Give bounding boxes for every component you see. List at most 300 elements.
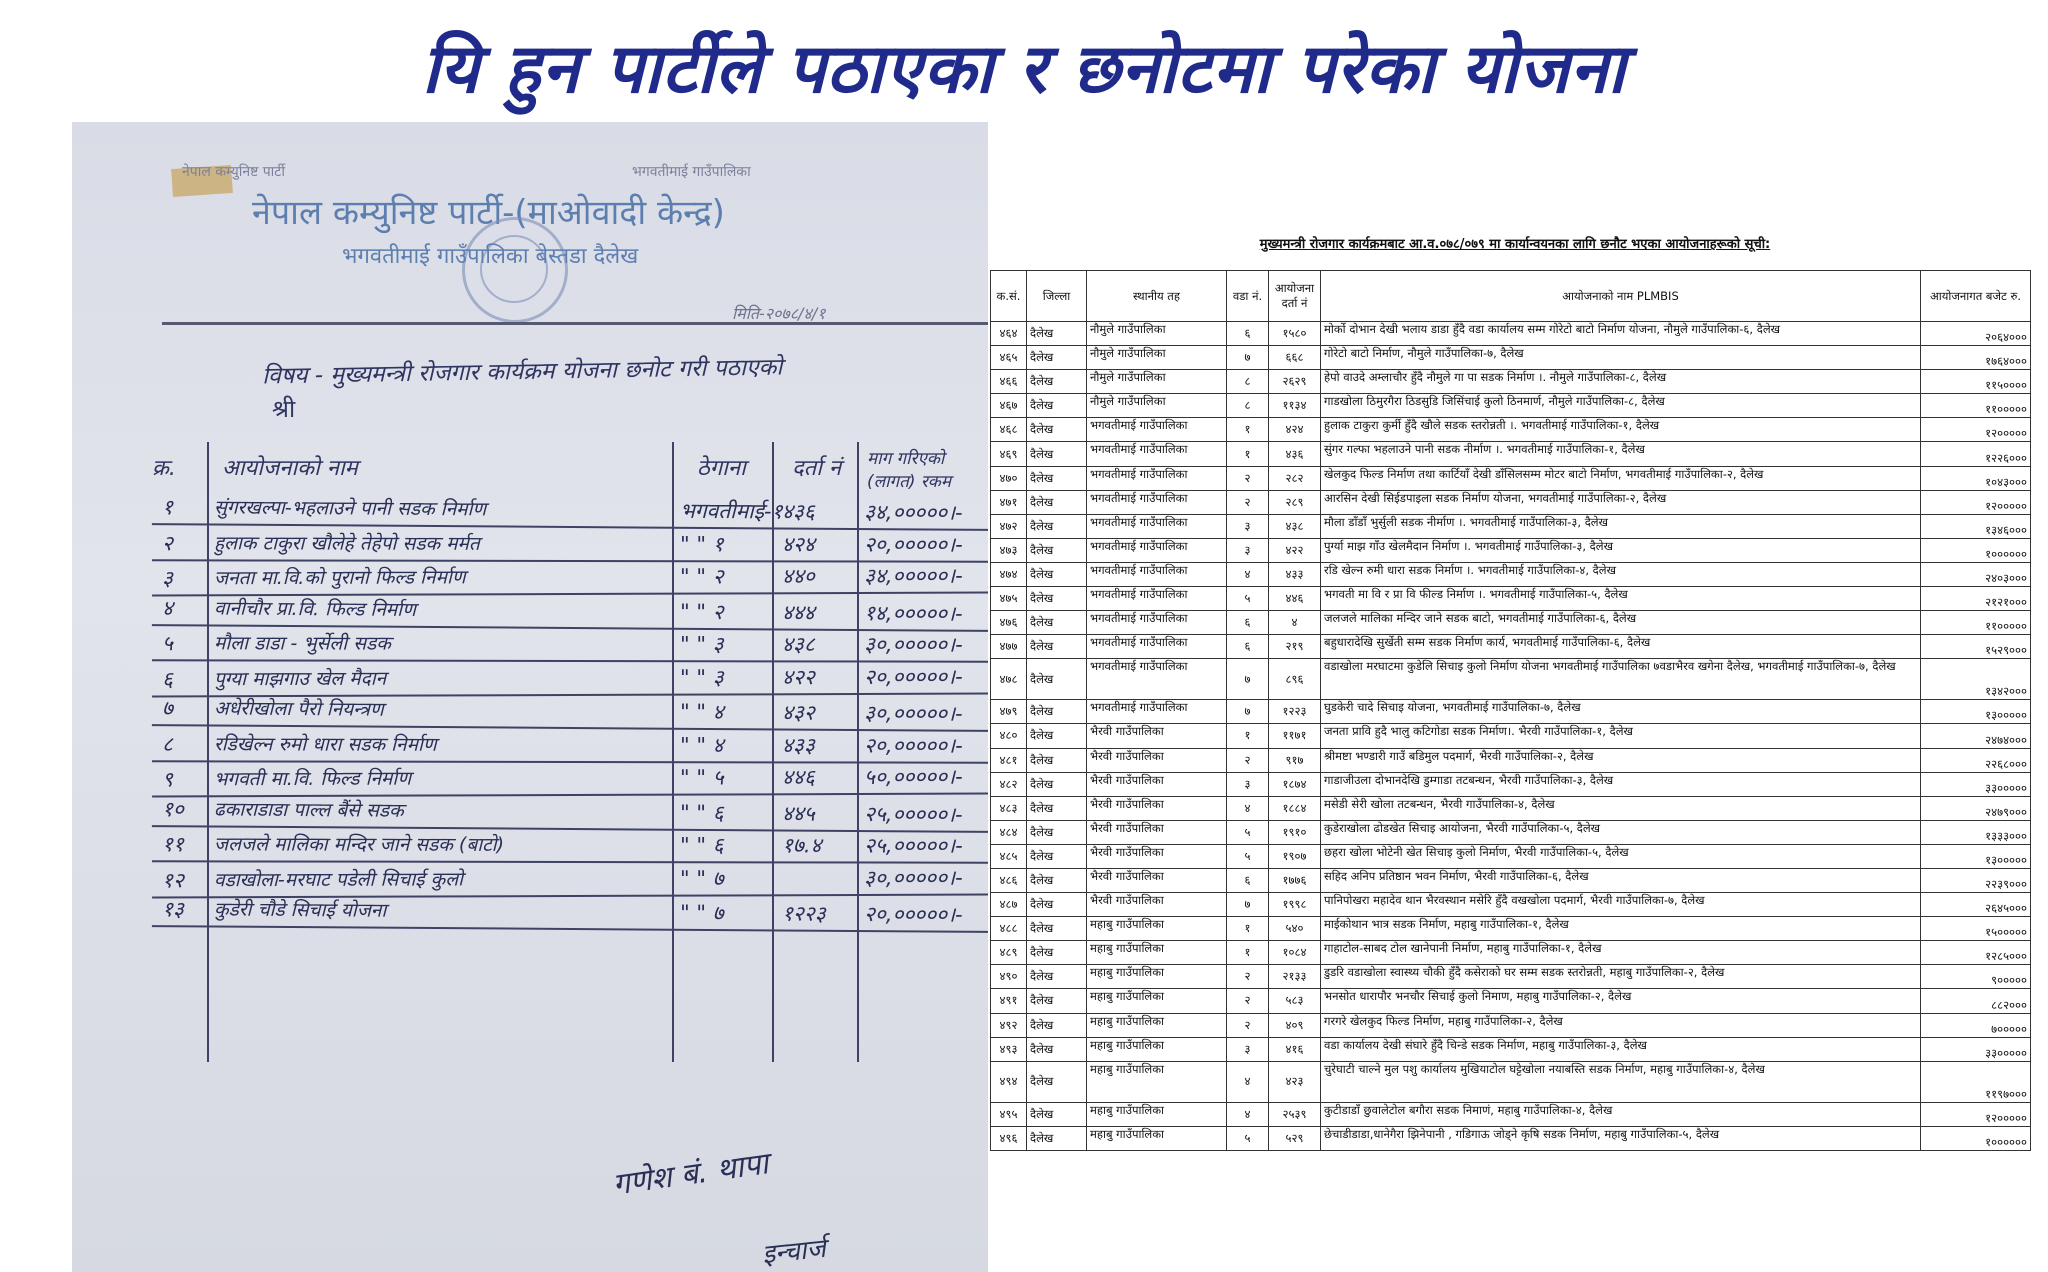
table-row — [991, 514, 2031, 538]
hw-cell-reg: ४३६ — [781, 499, 815, 524]
cell-name: वडाखोला मरघाटमा कुडेलि सिचाइ कुलो निर्माण योजना भगवतीमाई गाउँपालिका ७वडाभैरव खगेना दैलेख, भगवतीमाई गाउँपालिका-७, दैलेख — [1321, 659, 1921, 700]
cell-sn: ४६६ — [991, 370, 1027, 394]
cell-ward: ६ — [1227, 322, 1269, 346]
cell-name: घुडकेरी चादे सिचाइ योजना, भगवतीमाई गाउँपालिका-७, दैलेख — [1321, 700, 1921, 724]
th-budget: आयोजनागत बजेट रु. — [1921, 271, 2031, 322]
cell-name: गरगरे खेलकुद फिल्ड निर्माण, महाबु गाउँपालिका-२, दैलेख — [1321, 1013, 1921, 1037]
cell-sn: ४६४ — [991, 322, 1027, 346]
cell-local: महाबु गाउँपालिका — [1087, 1061, 1227, 1102]
cell-budget: २४७९००० — [1921, 796, 2031, 820]
hw-table-row — [152, 761, 988, 798]
cell-local: महाबु गाउँपालिका — [1087, 965, 1227, 989]
th-district: जिल्ला — [1027, 271, 1087, 322]
cell-name: कुटीडाडाँ छुवालेटोल बगौरा सडक निमाणं, महाबु गाउँपालिका-४, दैलेख — [1321, 1102, 1921, 1126]
cell-reg: ४१६ — [1269, 1037, 1321, 1061]
cell-reg: २८२ — [1269, 466, 1321, 490]
hw-cell-sn: ४ — [161, 595, 174, 620]
table-row — [991, 941, 2031, 965]
table-row — [991, 538, 2031, 562]
cell-name: गाडखोला ठिमुरगैरा ठिडसुडि जिसिंचाई कुलो ठिनमार्ण, नौमुले गाउँपालिका-८, दैलेख — [1321, 394, 1921, 418]
cell-local: भैरवी गाउँपालिका — [1087, 868, 1227, 892]
cell-reg: ४४६ — [1269, 587, 1321, 611]
cell-district: दैलेख — [1027, 514, 1087, 538]
cell-reg: ८९६ — [1269, 659, 1321, 700]
hw-table-row — [152, 560, 988, 597]
cell-budget: १३००००० — [1921, 844, 2031, 868]
table-row — [991, 635, 2031, 659]
cell-sn: ४७२ — [991, 514, 1027, 538]
hw-cell-location: " " ६ — [679, 833, 724, 858]
cell-local: भैरवी गाउँपालिका — [1087, 844, 1227, 868]
hw-table-row — [152, 692, 988, 732]
cell-local: नौमुले गाउँपालिका — [1087, 346, 1227, 370]
cell-reg: २८९ — [1269, 490, 1321, 514]
cell-reg: ४३८ — [1269, 514, 1321, 538]
hw-header-sn: क्र. — [152, 456, 176, 481]
doc-title: मुख्यमन्त्री रोजगार कार्यक्रमबाट आ.व.०७८/०७९ मा कार्यान्वयनका लागि छनौट भएका आयोजनाहरूको सूची: — [1259, 237, 1771, 252]
handwritten-table — [152, 442, 988, 1142]
cell-budget: २४०३००० — [1921, 562, 2031, 586]
cell-budget: ११९७००० — [1921, 1061, 2031, 1102]
cell-ward: ५ — [1227, 844, 1269, 868]
letterhead-party-name: नेपाल कम्युनिष्ट पार्टी-(माओवादी केन्द्र) — [252, 193, 725, 233]
hw-cell-name: कुडेरी चौडे सिचाई योजना — [213, 898, 387, 922]
cell-local: भगवतीमाई गाउँपालिका — [1087, 418, 1227, 442]
cell-district: दैलेख — [1027, 917, 1087, 941]
cell-sn: ४७९ — [991, 700, 1027, 724]
cell-reg: १२२३ — [1269, 700, 1321, 724]
hw-cell-reg: ४४४ — [781, 599, 815, 625]
hw-table-row — [152, 660, 988, 697]
hw-cell-sn: १ — [161, 495, 174, 520]
hw-cell-amount: ३४,०००००।- — [863, 500, 963, 525]
cell-district: दैलेख — [1027, 844, 1087, 868]
cell-district: दैलेख — [1027, 868, 1087, 892]
cell-ward: २ — [1227, 965, 1269, 989]
cell-local: नौमुले गाउँपालिका — [1087, 370, 1227, 394]
cell-reg: ४२२ — [1269, 538, 1321, 562]
cell-district: दैलेख — [1027, 941, 1087, 965]
cell-sn: ४९३ — [991, 1037, 1027, 1061]
cell-reg: ४०९ — [1269, 1013, 1321, 1037]
table-row — [991, 346, 2031, 370]
table-row — [991, 844, 2031, 868]
hw-cell-location: " " ६ — [679, 800, 724, 825]
cell-district: दैलेख — [1027, 611, 1087, 635]
table-row — [991, 322, 2031, 346]
cell-budget: १७६४००० — [1921, 346, 2031, 370]
cell-reg: ४३३ — [1269, 562, 1321, 586]
cell-sn: ४६९ — [991, 442, 1027, 466]
cell-local: महाबु गाउँपालिका — [1087, 917, 1227, 941]
letter-date: मिति-२०७८/४/१ — [732, 304, 826, 323]
table-row — [991, 370, 2031, 394]
cell-sn: ४८८ — [991, 917, 1027, 941]
table-row — [991, 989, 2031, 1013]
cell-budget: ९००००० — [1921, 965, 2031, 989]
hw-cell-sn: ५ — [161, 631, 173, 656]
table-row — [991, 868, 2031, 892]
table-row — [991, 772, 2031, 796]
cell-ward: ४ — [1227, 1102, 1269, 1126]
cell-sn: ४७६ — [991, 611, 1027, 635]
signature: गणेश बं. थापा — [610, 1146, 771, 1203]
cell-local: महाबु गाउँपालिका — [1087, 1102, 1227, 1126]
cell-name: डुडरि वडाखोला स्वास्थ्य चौकी हुँदै कसेराको घर सम्म सडक स्तरोन्नती, महाबु गाउँपालिका-२, दैलेख — [1321, 965, 1921, 989]
hw-table-row — [152, 828, 988, 863]
th-local: स्थानीय तह — [1087, 271, 1227, 322]
cell-ward: ७ — [1227, 893, 1269, 917]
cell-name: छहरा खोला भोटेनी खेत सिचाइ कुलो निर्माण, भैरवी गाउँपालिका-५, दैलेख — [1321, 844, 1921, 868]
cell-sn: ४८४ — [991, 820, 1027, 844]
cell-district: दैलेख — [1027, 322, 1087, 346]
cell-sn: ४९० — [991, 965, 1027, 989]
cell-district: दैलेख — [1027, 1013, 1087, 1037]
hw-cell-sn: ६ — [161, 666, 173, 691]
cell-local: भैरवी गाउँपालिका — [1087, 893, 1227, 917]
hw-table-row — [152, 592, 988, 632]
cell-district: दैलेख — [1027, 659, 1087, 700]
hw-cell-reg: ४३२ — [781, 700, 815, 725]
cell-ward: १ — [1227, 418, 1269, 442]
cell-budget: १०००००० — [1921, 1126, 2031, 1150]
cell-budget: ३३००००० — [1921, 1037, 2031, 1061]
cell-sn: ४९१ — [991, 989, 1027, 1013]
cell-district: दैलेख — [1027, 700, 1087, 724]
table-row — [991, 1102, 2031, 1126]
hw-header-location: ठेगाना — [697, 456, 746, 481]
cell-reg: २५३९ — [1269, 1102, 1321, 1126]
hw-cell-location: भगवतीमाई-१ — [679, 498, 783, 524]
cell-district: दैलेख — [1027, 724, 1087, 748]
hw-cell-amount: ५०,०००००।- — [863, 764, 963, 789]
cell-budget: १०००००० — [1921, 538, 2031, 562]
cell-budget: २६४५००० — [1921, 893, 2031, 917]
hw-cell-amount: २५,०००००।- — [863, 833, 963, 858]
hw-table-row — [152, 527, 988, 562]
cell-budget: १३४२००० — [1921, 659, 2031, 700]
hw-cell-amount: २०,०००००।- — [863, 532, 963, 557]
cell-sn: ४९२ — [991, 1013, 1027, 1037]
hw-cell-amount: २०,०००००।- — [863, 733, 963, 758]
cell-ward: ५ — [1227, 1126, 1269, 1150]
cell-reg: १९१० — [1269, 820, 1321, 844]
th-sn: क.सं. — [991, 271, 1027, 322]
cell-budget: १३४६००० — [1921, 514, 2031, 538]
cell-district: दैलेख — [1027, 442, 1087, 466]
table-row — [991, 820, 2031, 844]
table-row — [991, 917, 2031, 941]
hw-cell-sn: ३ — [161, 566, 173, 591]
cell-reg: ११७१ — [1269, 724, 1321, 748]
table-row — [991, 394, 2031, 418]
cell-local: महाबु गाउँपालिका — [1087, 1013, 1227, 1037]
cell-local: भैरवी गाउँपालिका — [1087, 724, 1227, 748]
cell-budget: १३००००० — [1921, 700, 2031, 724]
hw-cell-amount: २५,०००००।- — [863, 801, 963, 827]
cell-reg: १७७६ — [1269, 868, 1321, 892]
cell-district: दैलेख — [1027, 965, 1087, 989]
hw-cell-sn: १३ — [161, 897, 184, 922]
cell-sn: ४८५ — [991, 844, 1027, 868]
hw-cell-sn: २ — [161, 530, 173, 555]
letter-salutation: श्री — [272, 395, 296, 423]
hw-cell-name: सुंगरखल्पा-भहलाउने पानी सडक निर्माण — [213, 496, 487, 521]
cell-ward: ७ — [1227, 659, 1269, 700]
cell-name: चुरेघाटी चाल्ने मुल पशु कार्यालय मुखियाटोल घट्टेखोला नयाबस्ति सडक निर्माण, महाबु गाउँपालिका-४, दैलेख — [1321, 1061, 1921, 1102]
cell-ward: ८ — [1227, 394, 1269, 418]
cell-name: छेचाडीडाडा,धानेगैरा झिनेपानी , गडिगाऊ जोड्ने कृषि सडक निर्माण, महाबु गाउँपालिका-५, दैलेख — [1321, 1126, 1921, 1150]
cell-budget: २२६८००० — [1921, 748, 2031, 772]
cell-local: नौमुले गाउँपालिका — [1087, 322, 1227, 346]
th-name: आयोजनाको नाम PLMBIS — [1321, 271, 1921, 322]
cell-name: गाडाजीउला दोभानदेखि डुम्गाडा तटबन्धन, भैरवी गाउँपालिका-३, दैलेख — [1321, 772, 1921, 796]
hw-cell-sn: ११ — [161, 832, 184, 857]
hw-cell-amount: ३०,०००००।- — [863, 701, 963, 726]
cell-district: दैलेख — [1027, 635, 1087, 659]
cell-reg: ११३४ — [1269, 394, 1321, 418]
table-header-row — [991, 271, 2031, 322]
cell-local: भगवतीमाई गाउँपालिका — [1087, 700, 1227, 724]
cell-local: भैरवी गाउँपालिका — [1087, 796, 1227, 820]
table-row — [991, 893, 2031, 917]
cell-local: भगवतीमाई गाउँपालिका — [1087, 466, 1227, 490]
hw-cell-reg: ४२४ — [781, 531, 815, 556]
hw-cell-location: " " ३ — [679, 632, 724, 657]
cell-local: भगवतीमाई गाउँपालिका — [1087, 514, 1227, 538]
letterhead-divider — [162, 322, 988, 325]
hw-cell-name: जनता मा.वि.को पुरानो फिल्ड निर्माण — [213, 566, 466, 590]
cell-sn: ४९५ — [991, 1102, 1027, 1126]
cell-ward: १ — [1227, 917, 1269, 941]
hw-cell-name: अधेरीखोला पैरो नियन्त्रण — [213, 697, 384, 721]
signature-role: इन्चार्ज — [760, 1233, 828, 1271]
cell-district: दैलेख — [1027, 418, 1087, 442]
table-row — [991, 1013, 2031, 1037]
hw-cell-name: हुलाक टाकुरा खौलेहे तेहेपो सडक मर्मत — [213, 531, 480, 555]
cell-sn: ४७५ — [991, 587, 1027, 611]
cell-sn: ४८९ — [991, 941, 1027, 965]
table-row — [991, 659, 2031, 700]
hw-cell-sn: ७ — [161, 696, 174, 721]
letterhead-subheading: भगवतीमाई गाउँपालिका बेस्तडा दैलेख — [342, 244, 639, 269]
hw-cell-reg: ४४० — [781, 564, 815, 589]
table-row — [991, 724, 2031, 748]
hw-cell-reg: ४३३ — [781, 732, 815, 757]
cell-name: वडा कार्यालय देखी संघारे हुँदै चिन्डे सडक निर्माण, महाबु गाउँपालिका-३, दैलेख — [1321, 1037, 1921, 1061]
cell-sn: ४८० — [991, 724, 1027, 748]
cell-name: जनता प्रावि हुदै भालु कटिगोडा सडक निर्माण।. भैरवी गाउँपालिका-१, दैलेख — [1321, 724, 1921, 748]
cell-budget: १२२६००० — [1921, 442, 2031, 466]
cell-reg: ४३६ — [1269, 442, 1321, 466]
cell-budget: १०४३००० — [1921, 466, 2031, 490]
hw-header-reg: दर्ता नं — [792, 456, 842, 481]
cell-budget: ३३००००० — [1921, 772, 2031, 796]
cell-name: पानिपोखरा महादेव थान भैरवस्थान मसेरि हुँदै वखखोला पदमार्ग, भैरवी गाउँपालिका-७, दैलेख — [1321, 893, 1921, 917]
cell-ward: ३ — [1227, 538, 1269, 562]
cell-reg: १९०७ — [1269, 844, 1321, 868]
cell-district: दैलेख — [1027, 796, 1087, 820]
cell-local: भगवतीमाई गाउँपालिका — [1087, 442, 1227, 466]
cell-district: दैलेख — [1027, 989, 1087, 1013]
hw-table-row — [152, 728, 988, 763]
table-row — [991, 748, 2031, 772]
cell-budget: ८८२००० — [1921, 989, 2031, 1013]
cell-sn: ४७३ — [991, 538, 1027, 562]
cell-budget: १५२९००० — [1921, 635, 2031, 659]
cell-name: माईकोथान भात्र सडक निर्माण, महाबु गाउँपालिका-१, दैलेख — [1321, 917, 1921, 941]
cell-local: नौमुले गाउँपालिका — [1087, 394, 1227, 418]
cell-reg: ९१७ — [1269, 748, 1321, 772]
hw-cell-location: " " १ — [679, 531, 724, 556]
cell-local: भगवतीमाई गाउँपालिका — [1087, 587, 1227, 611]
cell-budget: १२००००० — [1921, 418, 2031, 442]
hw-cell-amount: ३४,०००००।- — [863, 563, 963, 588]
hw-header-amount: माग गरिएको (लागत) रकम — [867, 449, 952, 492]
cell-sn: ४८३ — [991, 796, 1027, 820]
cell-budget: २४७४००० — [1921, 724, 2031, 748]
cell-district: दैलेख — [1027, 466, 1087, 490]
cell-ward: ५ — [1227, 587, 1269, 611]
cell-reg: १८८४ — [1269, 796, 1321, 820]
cell-name: गोरेटो बाटो निर्माण, नौमुले गाउँपालिका-७, दैलेख — [1321, 346, 1921, 370]
cell-sn: ४६८ — [991, 418, 1027, 442]
cell-reg: २१३३ — [1269, 965, 1321, 989]
cell-name: भगवती मा वि र प्रा वि फील्ड निर्माण ।. भगवतीमाई गाउँपालिका-५, दैलेख — [1321, 587, 1921, 611]
cell-name: मसेडी सेरी खोला तटबन्धन, भैरवी गाउँपालिका-४, दैलेख — [1321, 796, 1921, 820]
cell-ward: २ — [1227, 1013, 1269, 1037]
hw-cell-amount: ३०,०००००।- — [863, 632, 963, 657]
cell-local: महाबु गाउँपालिका — [1087, 1126, 1227, 1150]
cell-budget: १२००००० — [1921, 1102, 2031, 1126]
cell-reg: १०८४ — [1269, 941, 1321, 965]
cell-local: भगवतीमाई गाउँपालिका — [1087, 490, 1227, 514]
cell-ward: ६ — [1227, 611, 1269, 635]
hw-cell-location: " " ३ — [679, 664, 724, 690]
cell-name: आरसिन देखी सिईडपाइला सडक निर्माण योजना, भगवतीमाई गाउँपालिका-२, दैलेख — [1321, 490, 1921, 514]
cell-sn: ४७७ — [991, 635, 1027, 659]
cell-district: दैलेख — [1027, 538, 1087, 562]
cell-reg: १५८० — [1269, 322, 1321, 346]
cell-sn: ४८१ — [991, 748, 1027, 772]
cell-ward: २ — [1227, 748, 1269, 772]
hw-cell-sn: ९ — [161, 767, 173, 792]
cell-name: हेपो वाउदे अम्लाचौर हुँदै नौमुले गा पा सडक निर्माण ।. नौमुले गाउँपालिका-८, दैलेख — [1321, 370, 1921, 394]
cell-district: दैलेख — [1027, 1102, 1087, 1126]
cell-local: महाबु गाउँपालिका — [1087, 941, 1227, 965]
cell-budget: ७००००० — [1921, 1013, 2031, 1037]
hw-cell-name: वडाखोला-मरघाट पडेली सिचाई कुलो — [213, 867, 464, 891]
cell-ward: २ — [1227, 490, 1269, 514]
cell-reg: ५२९ — [1269, 1126, 1321, 1150]
cell-name: खेलकुद फिल्ड निर्माण तथा कार्टियाँ देखी डाँसिलसम्म मोटर बाटो निर्माण, भगवतीमाई गाउँपालिका-२, दैलेख — [1321, 466, 1921, 490]
cell-reg: ५८३ — [1269, 989, 1321, 1013]
cell-local: महाबु गाउँपालिका — [1087, 1037, 1227, 1061]
th-reg: आयोजना दर्ता नं — [1269, 271, 1321, 322]
hw-cell-location: " " ७ — [679, 865, 724, 891]
hw-cell-amount: १४,०००००।- — [863, 600, 963, 626]
cell-district: दैलेख — [1027, 893, 1087, 917]
table-row — [991, 1061, 2031, 1102]
cell-district: दैलेख — [1027, 490, 1087, 514]
table-row — [991, 1037, 2031, 1061]
cell-budget: १५००००० — [1921, 917, 2031, 941]
hw-cell-reg: ४४५ — [781, 800, 815, 826]
hw-cell-amount: २०,०००००।- — [863, 902, 963, 927]
cell-reg: ५४० — [1269, 917, 1321, 941]
table-row — [991, 466, 2031, 490]
hw-table-row — [152, 627, 988, 662]
cell-sn: ४९४ — [991, 1061, 1027, 1102]
cell-reg: १८७४ — [1269, 772, 1321, 796]
cell-local: भगवतीमाई गाउँपालिका — [1087, 538, 1227, 562]
cell-budget: २१२१००० — [1921, 587, 2031, 611]
cell-local: भगवतीमाई गाउँपालिका — [1087, 635, 1227, 659]
cell-reg: ४२४ — [1269, 418, 1321, 442]
cell-sn: ४७१ — [991, 490, 1027, 514]
cell-ward: ७ — [1227, 700, 1269, 724]
cell-district: दैलेख — [1027, 587, 1087, 611]
cell-reg: १९९८ — [1269, 893, 1321, 917]
cell-name: कुडेराखोला ढोडखेत सिचाइ आयोजना, भैरवी गाउँपालिका-५, दैलेख — [1321, 820, 1921, 844]
hw-cell-location: " " २ — [679, 564, 724, 589]
cell-local: भैरवी गाउँपालिका — [1087, 772, 1227, 796]
cell-district: दैलेख — [1027, 820, 1087, 844]
cell-name: बहुधारादेखि सुर्खेती सम्म सडक निर्माण कार्य, भगवतीमाई गाउँपालिका-६, दैलेख — [1321, 635, 1921, 659]
table-row — [991, 587, 2031, 611]
hw-cell-amount: ३०,०००००।- — [863, 865, 963, 890]
letterhead-top-right: भगवतीमाई गाउँपालिका — [632, 164, 751, 180]
cell-name: सुंगर गल्फा भहलाउने पानी सडक नीर्माण ।. भगवतीमाई गाउँपालिका-१, दैलेख — [1321, 442, 1921, 466]
hw-cell-location: " " ५ — [679, 765, 724, 790]
hw-cell-name: भगवती मा.वि. फिल्ड निर्माण — [213, 767, 412, 791]
cell-local: भगवतीमाई गाउँपालिका — [1087, 659, 1227, 700]
cell-district: दैलेख — [1027, 1037, 1087, 1061]
hw-cell-sn: ८ — [161, 731, 173, 756]
hw-table-row — [152, 793, 988, 833]
cell-local: भगवतीमाई गाउँपालिका — [1087, 562, 1227, 586]
hw-cell-reg: ४२२ — [781, 664, 815, 689]
hw-cell-location: " " २ — [679, 599, 724, 624]
cell-reg: ६६८ — [1269, 346, 1321, 370]
cell-ward: २ — [1227, 466, 1269, 490]
cell-reg: २६२९ — [1269, 370, 1321, 394]
letter-subject: विषय - मुख्यमन्त्री रोजगार कार्यक्रम योजना छनोट गरी पठाएको — [261, 354, 783, 390]
cell-district: दैलेख — [1027, 1061, 1087, 1102]
table-row — [991, 418, 2031, 442]
cell-budget: ११५०००० — [1921, 370, 2031, 394]
hw-cell-location: " " ४ — [679, 732, 724, 757]
hw-cell-location: " " ४ — [679, 699, 724, 725]
cell-ward: ४ — [1227, 562, 1269, 586]
cell-district: दैलेख — [1027, 1126, 1087, 1150]
cell-reg: ४ — [1269, 611, 1321, 635]
hw-table-row — [152, 861, 988, 898]
cell-budget: ११००००० — [1921, 611, 2031, 635]
cell-ward: ४ — [1227, 1061, 1269, 1102]
cell-budget: १२८५००० — [1921, 941, 2031, 965]
cell-district: दैलेख — [1027, 772, 1087, 796]
hw-table-row — [152, 491, 988, 531]
cell-ward: ६ — [1227, 635, 1269, 659]
cell-local: भगवतीमाई गाउँपालिका — [1087, 611, 1227, 635]
letterhead-top-left: नेपाल कम्युनिष्ट पार्टी — [182, 164, 285, 180]
hw-cell-name: वानीचौर प्रा.वि. फिल्ड निर्माण — [213, 597, 416, 621]
cell-sn: ४८६ — [991, 868, 1027, 892]
cell-district: दैलेख — [1027, 370, 1087, 394]
cell-ward: ३ — [1227, 1037, 1269, 1061]
party-seal-icon — [462, 217, 568, 323]
